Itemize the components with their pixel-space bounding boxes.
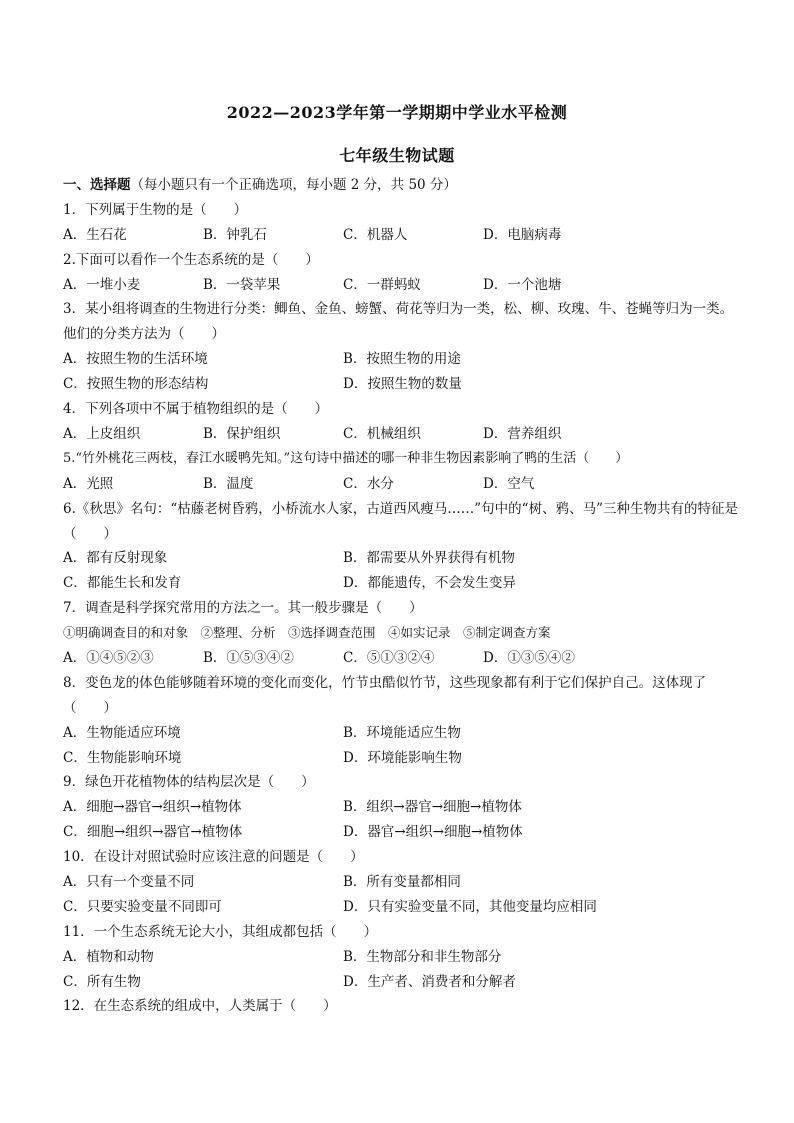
option-c: C．所有生物 <box>63 973 141 990</box>
option-d: D．营养组织 <box>483 425 562 442</box>
option-a: A．上皮组织 <box>63 425 141 442</box>
option-c: C．按照生物的形态结构 <box>63 376 209 393</box>
question-7-stem: 7．调查是科学探究常用的方法之一。其一般步骤是（ ） <box>63 600 423 617</box>
question-8-options-row2 <box>63 746 738 771</box>
question-1-options <box>63 223 738 248</box>
section-note: （每小题只有一个正确选项，每小题 2 分，共 50 分） <box>130 177 457 193</box>
option-c: C．水分 <box>343 475 394 492</box>
option-b: B．温度 <box>203 475 254 492</box>
option-d: D．只有实验变量不同，其他变量均应相同 <box>343 898 597 915</box>
option-b: B．钟乳石 <box>203 226 267 243</box>
option-d: D．环境能影响生物 <box>343 749 462 766</box>
option-d: D．都能遗传，不会发生变异 <box>343 575 516 592</box>
option-a: A．①④⑤②③ <box>63 649 154 666</box>
option-c: C．机械组织 <box>343 425 421 442</box>
question-7-steps: ①明确调查目的和对象 ②整理、分析 ③选择调查范围 ④如实记录 ⑤制定调查方案 <box>63 625 551 641</box>
option-b: B．保护组织 <box>203 425 281 442</box>
question-11-options-row2 <box>63 970 738 995</box>
question-6-options-row2 <box>63 571 738 596</box>
section-label: 一、选择题 <box>63 177 131 193</box>
question-3-options-row2 <box>63 372 738 397</box>
option-c: C．⑤①③②④ <box>343 649 435 666</box>
option-b: B．都需要从外界获得有机物 <box>343 550 515 567</box>
option-c: C．机器人 <box>343 226 408 243</box>
question-7-options <box>63 646 738 671</box>
question-9-stem: 9．绿色开花植物体的结构层次是（ ） <box>63 774 315 791</box>
question-list <box>63 173 738 1019</box>
question-4-stem: 4．下列各项中不属于植物组织的是（ ） <box>63 401 329 418</box>
option-a: A．一堆小麦 <box>63 276 141 293</box>
option-b: B．组织→器官→细胞→植物体 <box>343 799 522 816</box>
question-6-options-row1 <box>63 546 738 571</box>
question-2-stem: 2.下面可以看作一个生态系统的是（ ） <box>63 251 319 268</box>
section-heading <box>63 173 738 198</box>
option-a: A．按照生物的生活环境 <box>63 351 208 368</box>
question-2-options <box>63 273 738 298</box>
option-a: A．植物和动物 <box>63 948 154 965</box>
option-a: A．生物能适应环境 <box>63 724 181 741</box>
option-d: D．电脑病毒 <box>483 226 562 243</box>
option-b: B．按照生物的用途 <box>343 351 461 368</box>
option-a: A．细胞→器官→组织→植物体 <box>63 799 242 816</box>
option-b: B．生物部分和非生物部分 <box>343 948 502 965</box>
exam-subtitle: 七年级生物试题 <box>339 146 455 165</box>
option-c: C．生物能影响环境 <box>63 749 182 766</box>
option-d: D．器官→组织→细胞→植物体 <box>343 824 523 841</box>
question-11-stem: 11．一个生态系统无论大小，其组成都包括（ ） <box>63 923 378 940</box>
option-a: A．都有反射现象 <box>63 550 168 567</box>
question-11-options-row1 <box>63 945 738 970</box>
question-3-stem: 3．某小组将调查的生物进行分类：鲫鱼、金鱼、螃蟹、荷花等归为一类，松、柳、玫瑰、牛、苍蝇等归为一类。他们的分类方法为（ ） <box>63 301 734 343</box>
question-10-stem: 10．在设计对照试验时应该注意的问题是（ ） <box>63 849 364 866</box>
option-c: C．都能生长和发育 <box>63 575 182 592</box>
question-9-options-row2 <box>63 820 738 845</box>
question-12-stem: 12．在生态系统的组成中，人类属于（ ） <box>63 998 337 1015</box>
question-8-stem: 8．变色龙的体色能够随着环境的变化而变化，竹节虫酷似竹节，这些现象都有利于它们保护自己。这体现了（ ） <box>63 674 707 716</box>
option-d: D．一个池塘 <box>483 276 562 293</box>
option-a: A．光照 <box>63 475 114 492</box>
option-d: D．空气 <box>483 475 535 492</box>
question-10-options-row1 <box>63 870 738 895</box>
option-c: C．细胞→组织→器官→植物体 <box>63 824 243 841</box>
question-8-options-row1 <box>63 721 738 746</box>
question-6-stem: 6.《秋思》名句：“枯藤老树昏鸦，小桥流水人家，古道西风瘦马……”句中的“树、鸦、马”三种生物共有的特征是（ ） <box>63 500 738 542</box>
question-1-stem: 1．下列属于生物的是（ ） <box>63 201 248 218</box>
question-9-options-row1 <box>63 795 738 820</box>
option-b: B．环境能适应生物 <box>343 724 461 741</box>
option-b: B．①⑤③④② <box>203 649 294 666</box>
option-d: D．按照生物的数量 <box>343 376 462 393</box>
question-3-options-row1 <box>63 347 738 372</box>
option-c: C．只要实验变量不同即可 <box>63 898 222 915</box>
question-5-options <box>63 472 738 497</box>
option-d: D．①③⑤④② <box>483 649 575 666</box>
option-c: C．一群蚂蚁 <box>343 276 421 293</box>
option-a: A．只有一个变量不同 <box>63 874 195 891</box>
option-d: D．生产者、消费者和分解者 <box>343 973 516 990</box>
option-b: B．一袋苹果 <box>203 276 281 293</box>
question-4-options <box>63 422 738 447</box>
question-10-options-row2 <box>63 895 738 920</box>
option-b: B．所有变量都相同 <box>343 874 461 891</box>
exam-title: 2022—2023学年第一学期期中学业水平检测 <box>226 103 568 122</box>
question-5-stem: 5.“竹外桃花三两枝，春江水暖鸭先知。”这句诗中描述的哪一种非生物因素影响了鸭的生活（ ） <box>63 450 629 466</box>
option-a: A．生石花 <box>63 226 127 243</box>
